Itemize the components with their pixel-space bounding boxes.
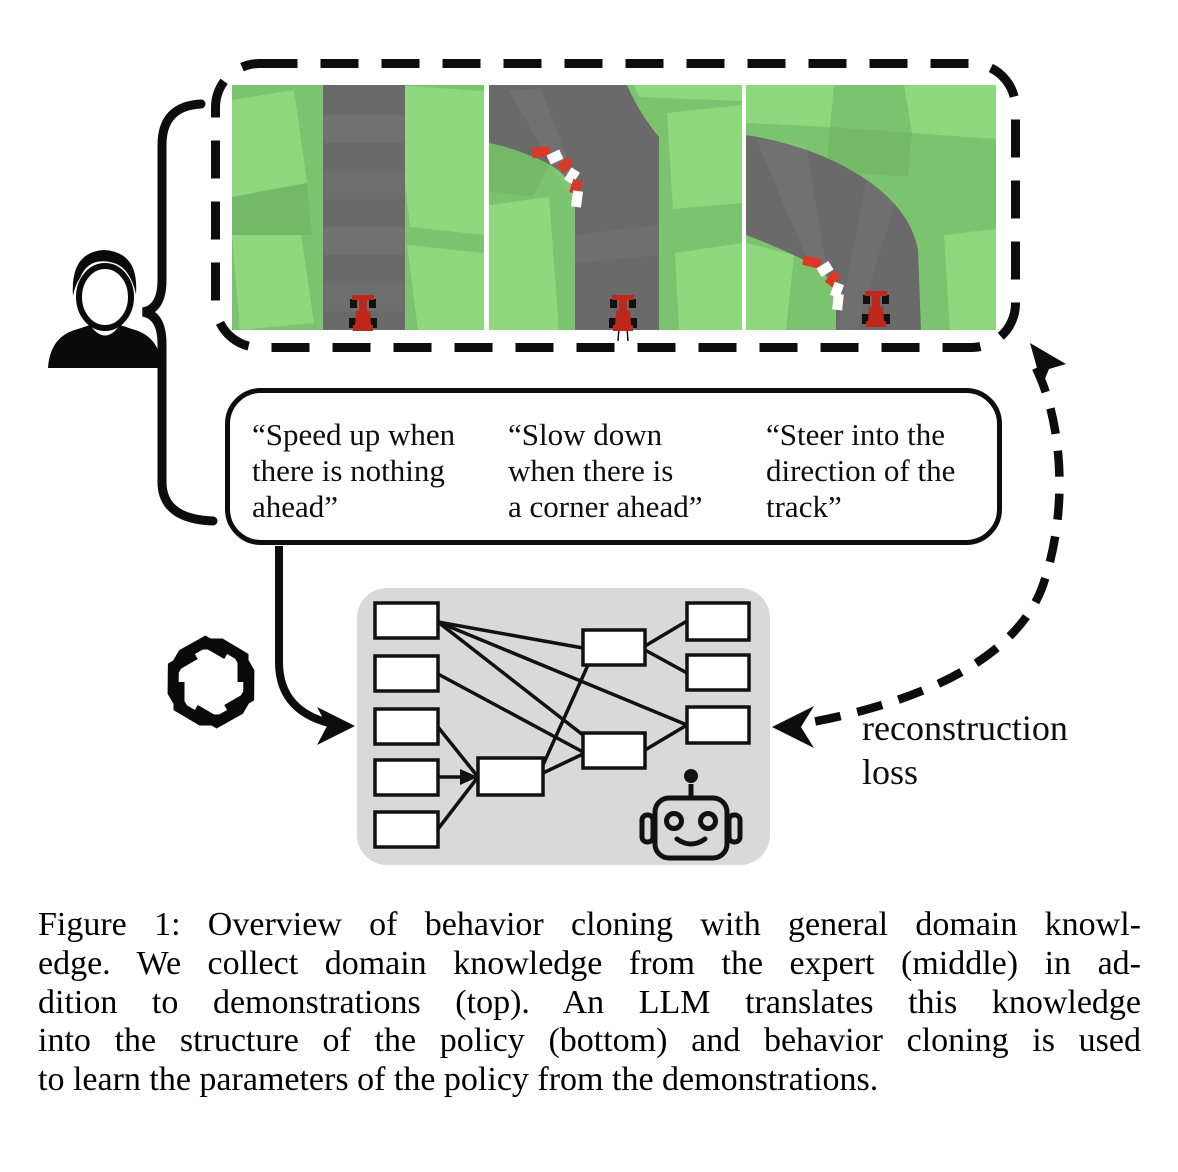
input-node: [375, 812, 438, 847]
demo-screenshot-corner-ahead: [489, 85, 742, 330]
reconstruction-loss-label: [862, 706, 1068, 794]
policy-network-diagram: [357, 588, 770, 865]
output-node: [687, 655, 749, 690]
quote-line: “Speed up when: [252, 417, 456, 452]
demo-screenshot-straight-road: [232, 85, 484, 330]
demo-screenshot-sharp-corner: [746, 85, 996, 330]
knowledge-bubble: [225, 388, 1002, 545]
quote-steer: [766, 417, 955, 525]
quote-line: direction of the: [766, 453, 956, 488]
input-node: [375, 760, 438, 795]
caption-line: into the structure of the policy (bottom) and behavior cloning is used: [38, 1022, 1141, 1060]
network-edges: [438, 621, 687, 829]
input-node: [375, 709, 438, 744]
output-node: [687, 603, 749, 640]
hidden-node: [478, 758, 543, 795]
caption-line: to learn the parameters of the policy from the demonstrations.: [38, 1061, 879, 1099]
track-straight-image: [232, 85, 484, 330]
quote-slow-down: [508, 417, 702, 525]
input-node: [375, 656, 438, 691]
figure-caption: [38, 906, 1141, 1100]
hidden-node: [583, 733, 645, 768]
quote-line: a corner ahead”: [508, 489, 703, 524]
loss-label-line: reconstruction: [862, 708, 1068, 748]
quote-line: when there is: [508, 453, 674, 488]
hidden-node: [583, 630, 645, 665]
quote-speed-up: [252, 417, 455, 525]
quote-line: track”: [766, 489, 842, 524]
caption-line: edge. We collect domain knowledge from the expert (middle) in ad-: [38, 944, 1141, 982]
person-icon: [48, 250, 162, 368]
caption-line: dition to demonstrations (top). An LLM translates this knowledge: [38, 983, 1141, 1021]
openai-logo-icon: [162, 635, 260, 728]
output-node: [687, 707, 749, 743]
loss-label-line: loss: [862, 752, 919, 792]
robot-icon: [642, 769, 740, 858]
policy-network-box: [357, 588, 770, 865]
quote-line: ahead”: [252, 489, 339, 524]
quote-line: there is nothing: [252, 453, 445, 488]
bubble-to-network-arrow: [279, 546, 355, 745]
track-corner-image: [489, 85, 742, 330]
track-sharp-corner-image: [746, 85, 996, 330]
quote-line: “Steer into the: [766, 417, 946, 452]
expert-brace: [143, 104, 213, 521]
input-node: [375, 603, 438, 638]
quote-line: “Slow down: [508, 417, 663, 452]
caption-line: Figure 1: Overview of behavior cloning with general domain knowl-: [38, 906, 1141, 943]
